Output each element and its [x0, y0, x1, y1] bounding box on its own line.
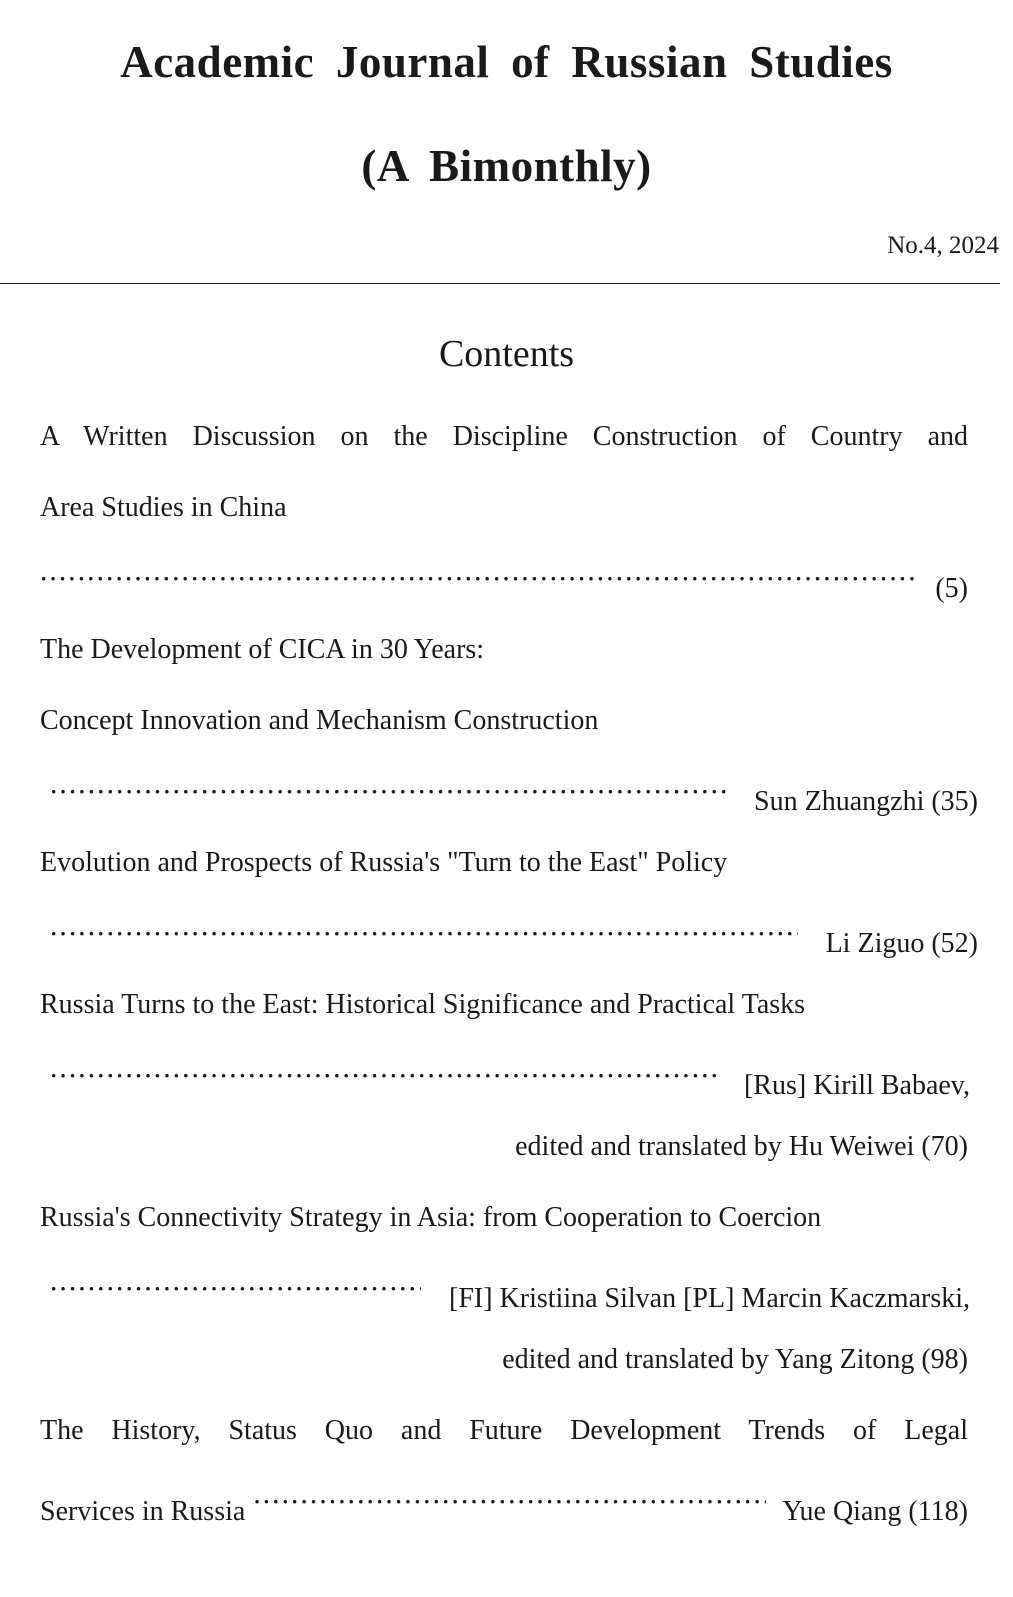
toc-entry-6-title-line-1: The History, Status Quo and Future Development Trends of Legal: [40, 1415, 968, 1446]
toc-entry-5-byline-cont: edited and translated by Yang Zitong (98): [502, 1344, 968, 1375]
dot-leader: [253, 1484, 766, 1520]
toc-entry-3-title-line-1: Evolution and Prospects of Russia's "Turn to the East" Policy: [40, 847, 728, 878]
dot-leader: [40, 561, 919, 597]
toc-entry-2-byline: Sun Zhuangzhi (35): [754, 786, 978, 817]
toc-entry-4-byline: [Rus] Kirill Babaev,: [743, 1070, 970, 1101]
toc-entry-2-leader-line: [40, 774, 978, 820]
toc-entry-4-byline-cont: edited and translated by Hu Weiwei (70): [515, 1131, 968, 1162]
dot-leader: [50, 1271, 421, 1307]
toc-entry-2-title-line-1: The Development of CICA in 30 Years:: [40, 634, 485, 665]
header-divider: [0, 283, 1000, 284]
issue-number: No.4, 2024: [887, 232, 999, 259]
toc-entry-5-leader-line: [40, 1271, 970, 1317]
toc-entry-1-leader-line: [40, 561, 968, 607]
toc-entry-6-byline: Yue Qiang (118): [782, 1496, 968, 1527]
contents-heading: Contents: [438, 333, 575, 375]
journal-title: Academic Journal of Russian Studies: [120, 37, 893, 87]
dot-leader: [50, 1058, 716, 1094]
dot-leader: [50, 774, 726, 810]
toc-entry-6-title-line-2: Services in Russia: [40, 1496, 246, 1527]
toc-entry-4-title-line-1: Russia Turns to the East: Historical Significance and Practical Tasks: [40, 989, 806, 1020]
toc-entry-1-title-line-2: Area Studies in China: [40, 492, 287, 523]
toc-entry-1-page: (5): [935, 573, 968, 604]
toc-entry-3-leader-line: [40, 916, 978, 962]
toc-entry-5-title-line-1: Russia's Connectivity Strategy in Asia: from Cooperation to Coercion: [40, 1202, 822, 1233]
toc-entry-5-byline: [FI] Kristiina Silvan [PL] Marcin Kaczmarski,: [449, 1283, 970, 1314]
toc-entry-1-title-line-1: A Written Discussion on the Discipline Construction of Country and: [40, 421, 968, 452]
toc-entry-3-byline: Li Ziguo (52): [825, 928, 978, 959]
toc-entry-4-leader-line: [40, 1058, 970, 1104]
dot-leader: [50, 916, 798, 952]
toc-entry-2-title-line-2: Concept Innovation and Mechanism Construction: [40, 705, 599, 736]
journal-subtitle: (A Bimonthly): [361, 141, 652, 191]
toc-entry-6-leader-line: [40, 1484, 968, 1530]
